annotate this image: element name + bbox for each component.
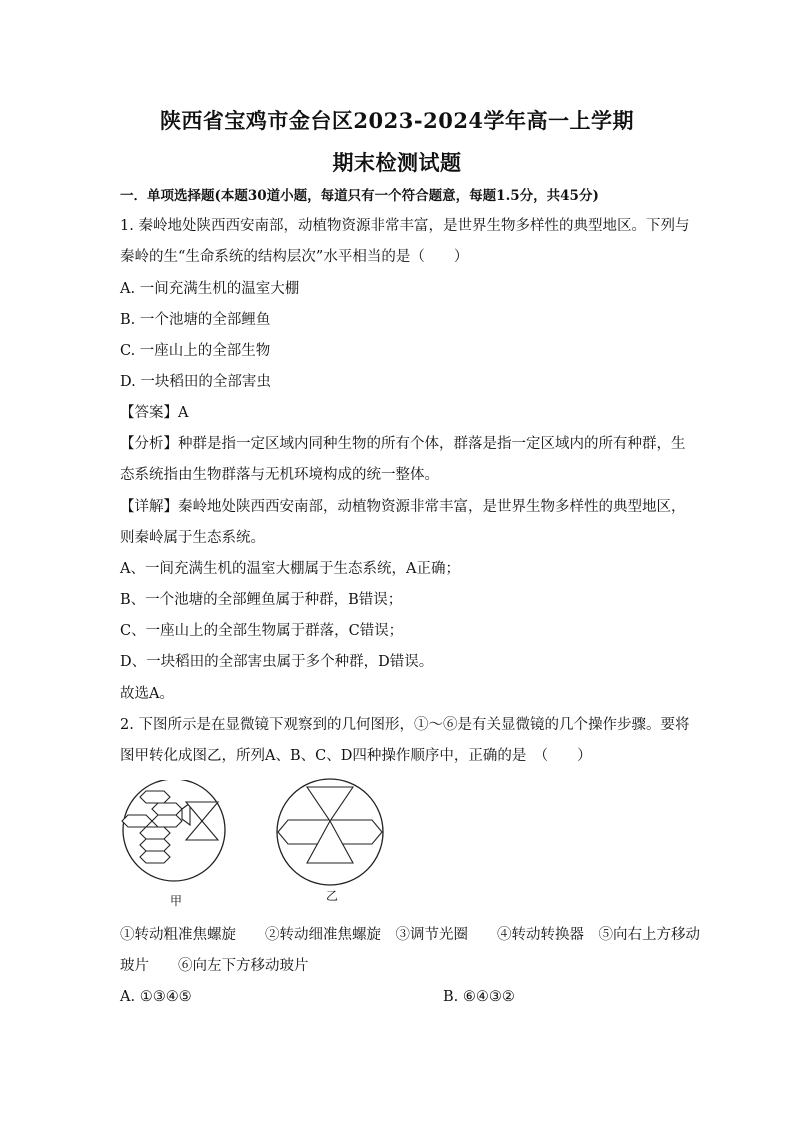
q1-option-b: B. 一个池塘的全部鲤鱼 [120,312,271,328]
q1-stem-line1: 1. 秦岭地处陕西西安南部，动植物资源非常丰富，是世界生物多样性的典型地区。下列与 [120,218,690,234]
doc-title-line2: 期末检测试题 [332,150,462,175]
q1-stem-line2: 秦岭的生“生命系统的结构层次”水平相当的是（ ） [120,249,469,265]
q1-detail-line1: 【详解】秦岭地处陕西西安南部，动植物资源非常丰富，是世界生物多样性的典型地区， [120,499,686,515]
figure-label-yi: 乙 [326,889,339,903]
q2-steps-line2: 玻片 ⑥向左下方移动玻片 [120,958,309,974]
microscope-figure-yi [272,777,392,889]
q1-option-c: C. 一座山上的全部生物 [120,343,271,359]
q2-stem-line2: 图甲转化成图乙，所列A、B、C、D四种操作顺序中，正确的是 （ ） [120,748,592,764]
q1-explanation-a: A、一间充满生机的温室大棚属于生态系统，A正确； [120,561,460,577]
q1-explanation-d: D、一块稻田的全部害虫属于多个种群，D错误。 [120,654,434,670]
q2-option-b: B. ⑥④③② [443,989,515,1005]
doc-title-line1: 陕西省宝鸡市金台区2023-2024学年高一上学期 [159,108,635,133]
q1-explanation-c: C、一座山上的全部生物属于群落，C错误； [120,623,404,639]
q2-stem-line1: 2. 下图所示是在显微镜下观察到的几何图形，①～⑥是有关显微镜的几个操作步骤。要将 [120,717,690,733]
q1-detail-line2: 则秦岭属于生态系统。 [120,530,265,546]
microscope-figure-jia [118,780,238,890]
q1-option-a: A. 一间充满生机的温室大棚 [120,281,300,297]
figure-label-jia: 甲 [170,894,183,908]
q1-answer: 【答案】A [120,405,189,421]
section-heading: 一．单项选择题(本题30道小题，每道只有一个符合题意，每题1.5分，共45分) [120,188,599,204]
q1-analysis-line1: 【分析】种群是指一定区域内同种生物的所有个体，群落是指一定区域内的所有种群，生 [120,436,686,452]
q1-option-d: D. 一块稻田的全部害虫 [120,374,271,390]
q1-analysis-line2: 态系统指由生物群落与无机环境构成的统一整体。 [120,467,439,483]
q2-steps-line1: ①转动粗准焦螺旋 ②转动细准焦螺旋 ③调节光圈 ④转动转换器 ⑤向右上方移动 [120,927,700,943]
q2-option-a: A. ①③④⑤ [120,989,192,1005]
q1-explanation-b: B、一个池塘的全部鲤鱼属于种群，B错误； [120,592,403,608]
q1-conclusion: 故选A。 [120,686,174,702]
